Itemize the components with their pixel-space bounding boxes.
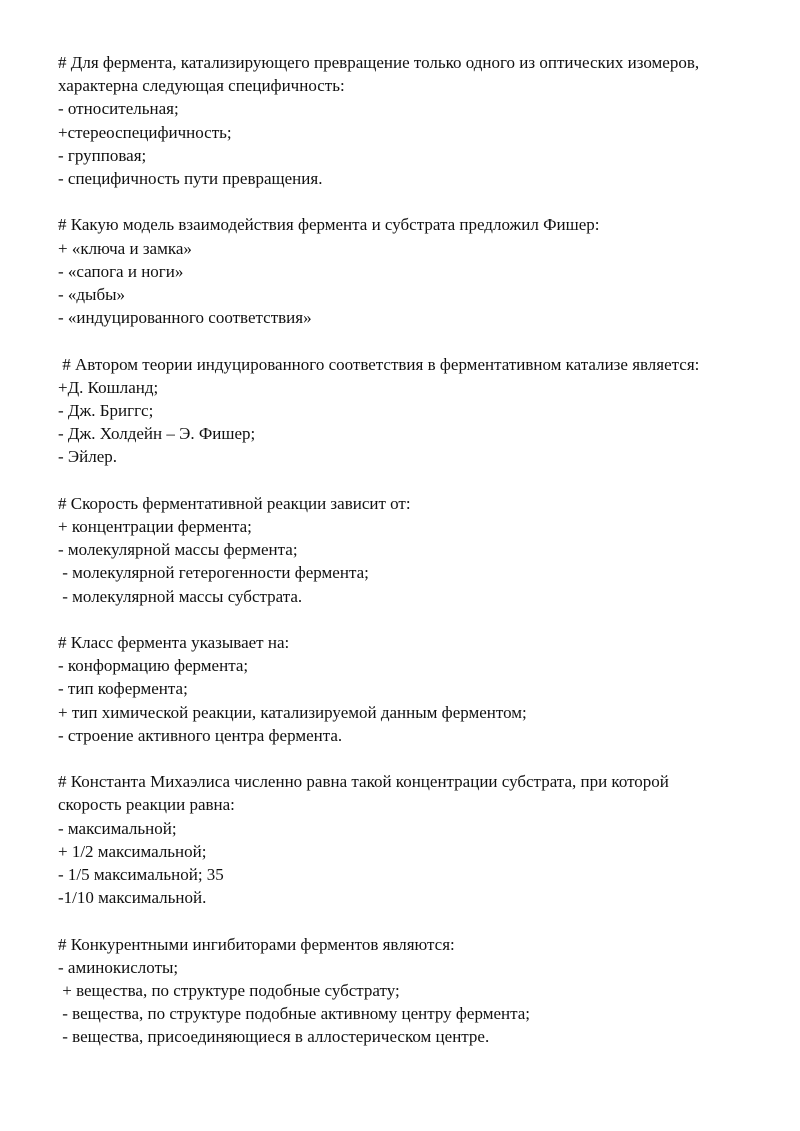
question-stem: # Константа Михаэлиса численно равна такой концентрации субстрата, при которой [58,772,669,792]
answer-option: - максимальной; [58,818,177,838]
answer-option: -1/10 максимальной. [58,888,207,908]
answer-option: + «ключа и замка» [58,238,192,258]
question-2 [58,213,778,329]
question-stem: характерна следующая специфичность: [58,76,345,96]
question-stem: # Для фермента, катализирующего превращение только одного из оптических изомеров, [58,53,700,72]
answer-option: - Дж. Холдейн – Э. Фишер; [58,424,256,444]
answer-option: +стереоспецифичность; [58,122,232,142]
answer-option: + тип химической реакции, катализируемой данным ферментом; [58,702,527,722]
answer-option: - конформацию фермента; [58,656,249,676]
answer-option: - тип кофермента; [58,679,188,699]
answer-option: - Дж. Бриггс; [58,401,154,421]
answer-option: - молекулярной гетерогенности фермента; [58,563,369,583]
answer-option: - молекулярной массы фермента; [58,540,298,560]
question-stem: # Автором теории индуцированного соответствия в ферментативном катализе является: [58,354,700,374]
question-stem: # Конкурентными ингибиторами ферментов являются: [58,934,455,954]
question-stem: # Какую модель взаимодействия фермента и субстрата предложил Фишер: [58,215,600,235]
question-stem: # Класс фермента указывает на: [58,633,290,653]
question-6 [58,770,778,909]
answer-option: - Эйлер. [58,447,118,467]
document-page [58,51,778,1072]
answer-option: - вещества, по структуре подобные активному центру фермента; [58,1004,531,1024]
question-stem: # Скорость ферментативной реакции зависит от: [58,493,411,513]
answer-option: - специфичность пути превращения. [58,169,323,189]
answer-option: - групповая; [58,145,147,165]
question-4 [58,492,778,608]
question-1 [58,51,778,190]
answer-option: - «дыбы» [58,285,126,305]
answer-option: - «индуцированного соответствия» [58,308,312,328]
question-7 [58,933,778,1049]
answer-option: + 1/2 максимальной; [58,841,207,861]
answer-option: - строение активного центра фермента. [58,725,343,745]
question-stem: скорость реакции равна: [58,795,235,815]
answer-option: - «сапога и ноги» [58,261,184,281]
answer-option: - аминокислоты; [58,957,179,977]
answer-option: - вещества, присоединяющиеся в аллостерическом центре. [58,1027,490,1047]
answer-option: - 1/5 максимальной; 35 [58,865,224,885]
question-5 [58,631,778,747]
answer-option: - относительная; [58,99,179,119]
answer-option: + концентрации фермента; [58,517,252,537]
answer-option: - молекулярной массы субстрата. [58,586,303,606]
question-3 [58,353,778,469]
answer-option: + вещества, по структуре подобные субстрату; [58,981,400,1001]
answer-option: +Д. Кошланд; [58,377,159,397]
